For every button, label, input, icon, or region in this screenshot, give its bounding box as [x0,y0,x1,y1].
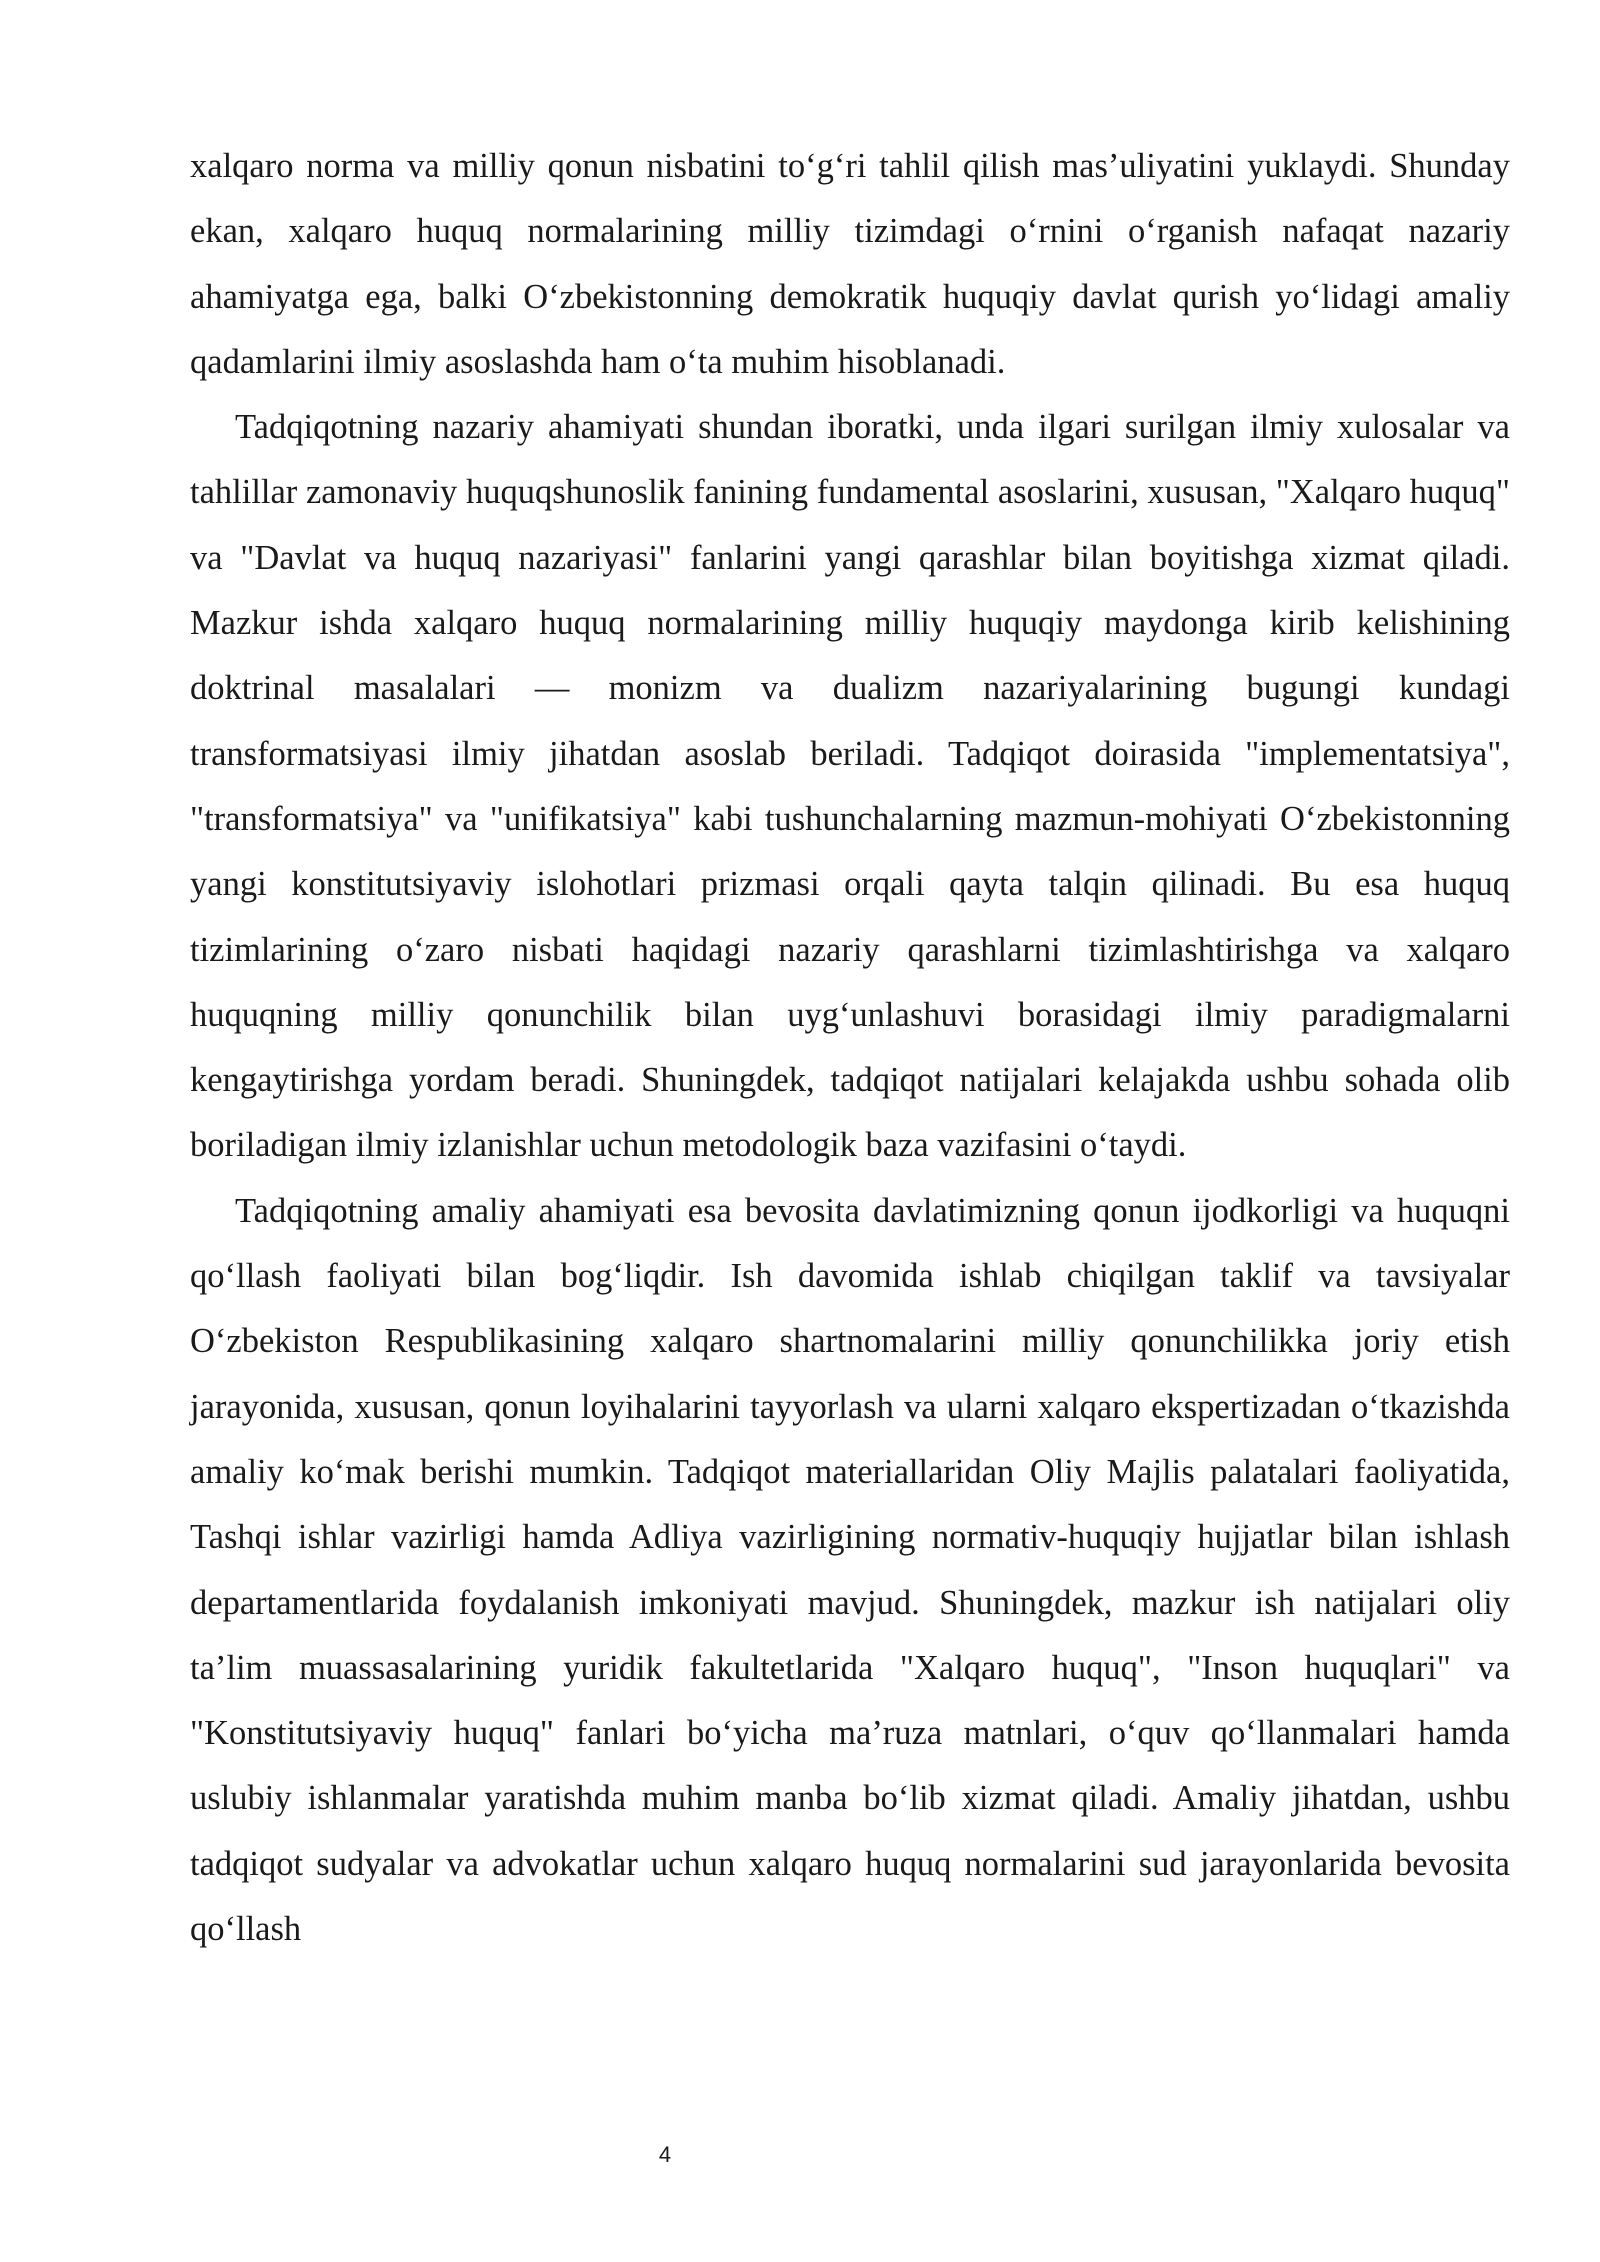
paragraph-theoretical-significance: Tadqiqotning nazariy ahamiyati shundan iboratki, unda ilgari surilgan ilmiy xulosalar va tahlillar zamonaviy huquqshunoslik fanining fundamental asoslarini, xususan, "Xalqaro huquq" va "Davlat va huquq nazariyasi" fanlarini yangi qarashlar bilan boyitishga xizmat qiladi. Mazkur ishda xalqaro huquq normalarining milliy huquqiy maydonga kirib kelishining doktrinal masalalari — monizm va dualizm nazariyalarining bugungi kundagi transformatsiyasi ilmiy jihatdan asoslab beriladi. Tadqiqot doirasida "implementatsiya", "transformatsiya" va "unifikatsiya" kabi tushunchalarning mazmun-mohiyati O‘zbekistonning yangi konstitutsiyaviy islohotlari prizmasi orqali qayta talqin qilinadi. Bu esa huquq tizimlarining o‘zaro nisbati haqidagi nazariy qarashlarni tizimlashtirishga va xalqaro huquqning milliy qonunchilik bilan uyg‘unlashuvi borasidagi ilmiy paradigmalarni kengaytirishga yordam beradi. Shuningdek, tadqiqot natijalari kelajakda ushbu sohada olib boriladigan ilmiy izlanishlar uchun metodologik baza vazifasini o‘taydi. [190,408,1510,1165]
body-text [190,134,1510,1962]
paragraph-continued: xalqaro norma va milliy qonun nisbatini to‘g‘ri tahlil qilish mas’uliyatini yuklaydi. Shunday ekan, xalqaro huquq normalarining milliy tizimdagi o‘rnini o‘rganish nafaqat nazariy ahamiyatga ega, balki O‘zbekistonning demokratik huquqiy davlat qurish yo‘lidagi amaliy qadamlarini ilmiy asoslashda ham o‘ta muhim hisoblanadi. [190,147,1510,381]
page-number: 4 [658,2142,672,2167]
paragraph-practical-significance: Tadqiqotning amaliy ahamiyati esa bevosita davlatimizning qonun ijodkorligi va huquqni qo‘llash faoliyati bilan bog‘liqdir. Ish davomida ishlab chiqilgan taklif va tavsiyalar O‘zbekiston Respublikasining xalqaro shartnomalarini milliy qonunchilikka joriy etish jarayonida, xususan, qonun loyihalarini tayyorlash va ularni xalqaro ekspertizadan o‘tkazishda amaliy ko‘mak berishi mumkin. Tadqiqot materiallaridan Oliy Majlis palatalari faoliyatida, Tashqi ishlar vazirligi hamda Adliya vazirligining normativ-huquqiy hujjatlar bilan ishlash departamentlarida foydalanish imkoniyati mavjud. Shuningdek, mazkur ish natijalari oliy ta’lim muassasalarining yuridik fakultetlarida "Xalqaro huquq", "Inson huquqlari" va "Konstitutsiyaviy huquq" fanlari bo‘yicha ma’ruza matnlari, o‘quv qo‘llanmalari hamda uslubiy ishlanmalar yaratishda muhim manba bo‘lib xizmat qiladi. Amaliy jihatdan, ushbu tadqiqot sudyalar va advokatlar uchun xalqaro huquq normalarini sud jarayonlarida bevosita qo‘llash [190,1191,1510,1949]
